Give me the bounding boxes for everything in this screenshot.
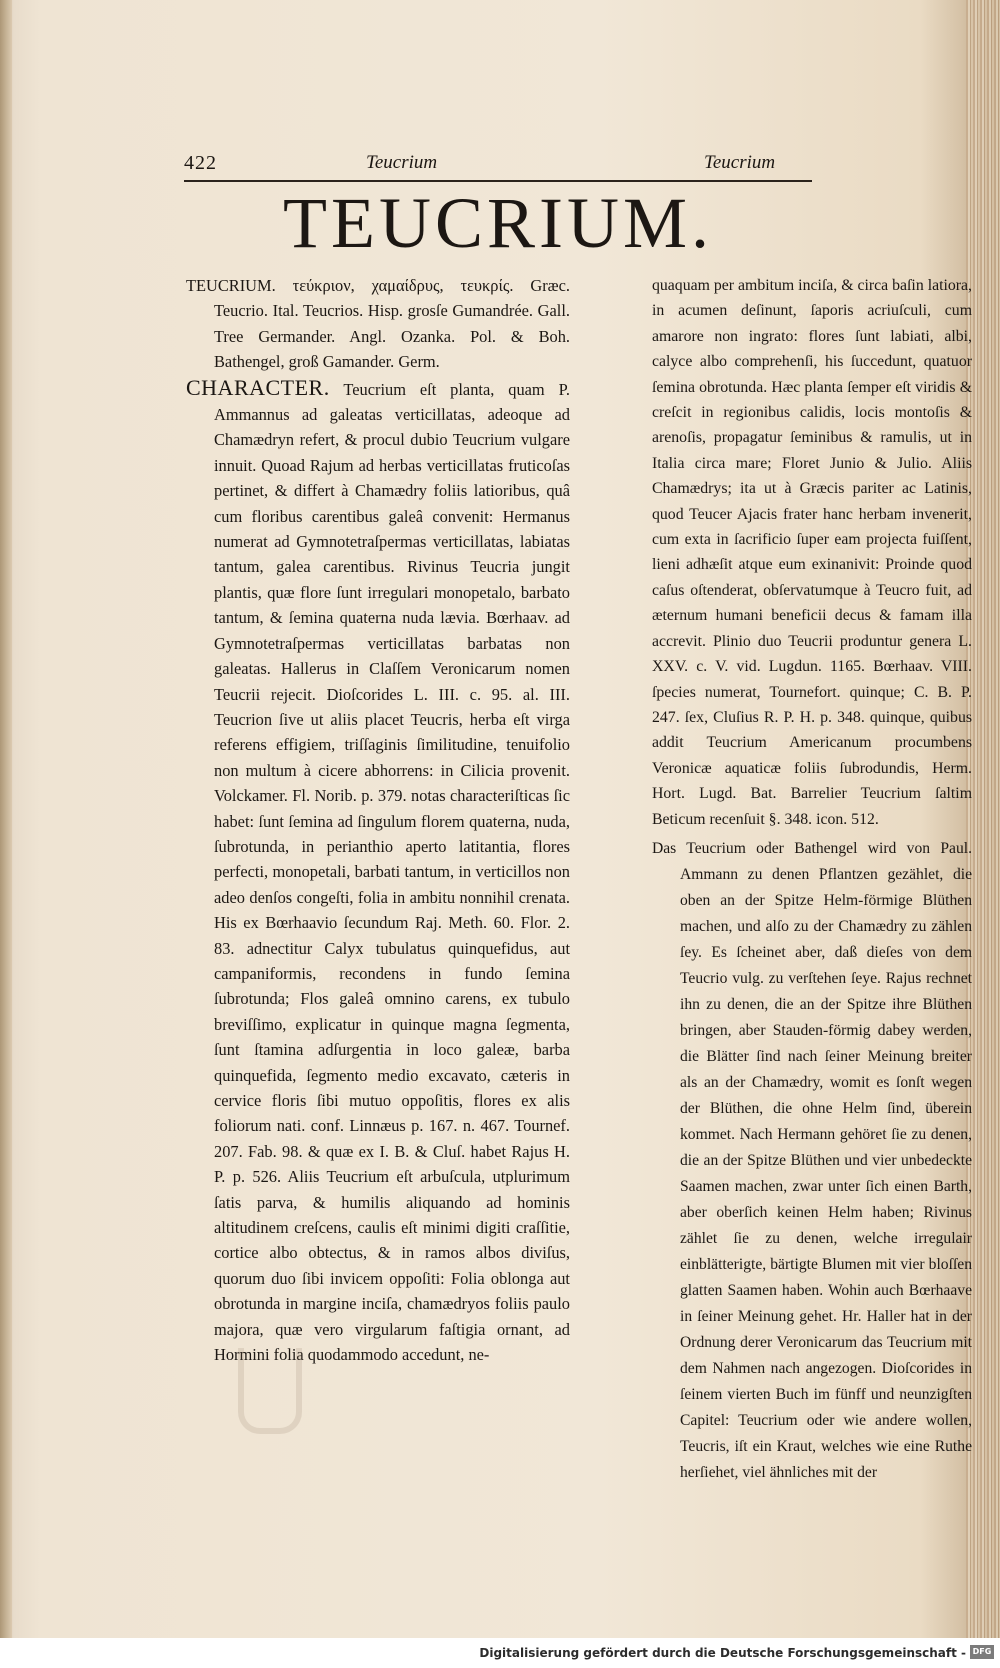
- page-number: 422: [184, 152, 217, 174]
- right-column: [652, 273, 972, 1486]
- character-heading: CHARACTER.: [186, 374, 330, 400]
- german-paragraph: Das Teucrium oder Bathengel wird von Paul. Ammann zu denen Pflantzen gezählet, die oben an der Spitze Helm-förmige Blüthen machen, und alſo zu der Chamædry zu zählen ſey. Es ſcheinet aber, daß dieſes von dem Teucrio vulg. zu verſtehen ſeye. Rajus rechnet ihn zu denen, die an der Spitze ihre Blüthen bringen, aber Stauden-förmig dabey werden, die Blätter ſind nach ſeiner Meinung breiter als an der Chamædry, womit es ſonſt wegen der Blüthen, die ohne Helm ſind, überein kommet. Nach Hermann gehöret ſie zu denen, die an der Spitze Blüthen und vier unbedeckte Saamen machen, zwar unter ſich einen Barth, aber oberſich keinen Helm haben; Rivinus zählet ſie zu denen, welche irregulair einblätterigte, bärtigte Blumen mit vier bloſſen glatten Saamen haben. Wohin auch Bœrhaave in ſeiner Meinung gehet. Hr. Haller hat in der Ordnung derer Veronicarum das Teucrium mit dem Nahmen nach angezogen. Dioſcorides in ſeinem vierten Buch im fünff und neunzigſten Capitel: Teucrium oder wie andere wollen, Teucris, iſt ein Kraut, welches wie eine Ruthe herſiehet, viel ähnliches mit der: [652, 839, 972, 1481]
- header-rule: [184, 180, 812, 182]
- page-header: [184, 152, 812, 178]
- left-column: [186, 273, 570, 1367]
- running-head-left: Teucrium: [366, 152, 438, 173]
- entry-synonyms-paragraph: TEUCRIUM. τεύκριον, χαμαίδρυς, τευκρίς. Græc. Teucrio. Ital. Teucrios. Hisp. grosſe Gumandrée. Gall. Tree Germander. Angl. Ozanka. Pol. & Boh. Bathengel, groß Gamander. Germ.: [186, 276, 570, 372]
- show-through-mark: [238, 1348, 302, 1434]
- character-paragraph: [186, 375, 570, 1368]
- running-head-right: Teucrium: [704, 152, 776, 173]
- book-gutter: [0, 0, 12, 1638]
- funding-credit: Digitalisierung gefördert durch die Deutsche Forschungsgemeinschaft -: [479, 1646, 966, 1660]
- dfg-logo-icon: DFG: [970, 1645, 994, 1659]
- entry-title: TEUCRIUM.: [283, 183, 713, 263]
- latin-continuation-paragraph: quaquam per ambitum inciſa, & circa baſin latiora, in acumen deſinunt, ſaporis acriuſculi, cum amarore non ingrato: flores ſunt labiati, albi, calyce albo comprehenſi, his ſuccedunt, quatuor ſemina obrotunda. Hæc planta ſemper eſt viridis & creſcit in regionibus calidis, locis montoſis & arenoſis, propagatur ſeminibus & ramulis, ut in Italia circa mare; Floret Junio & Julio. Aliis Chamædrys; ita ut à Græcis pariter ac Latinis, quod Teucer Ajacis frater hanc herbam invenerit, cum exta in ſacrificio ſuper eam projecta fuiſſent, lieni adhæſit atque eum exinanivit: Proinde quod caſus oſtenderat, obſervatumque à Teucro fuit, ad æternum humani beneficii decus & famam illa accrevit. Plinio duo Teucrii produntur genera L. XXV. c. V. vid. Lugdun. 1165. Bœrhaav. VIII. ſpecies numerat, Tournefort. quinque; C. B. P. 247. ſex, Cluſius R. P. H. p. 348. quinque, quibus addit Teucrium Americanum procumbens Veronicæ aquaticæ foliis ſubrodundis, Herm. Hort. Lugd. Bat. Barrelier Teucrium ſaltim Beticum recenſuit §. 348. icon. 512.: [652, 277, 972, 828]
- digitization-footer: [0, 1638, 1000, 1668]
- character-text: Teucrium eſt planta, quam P. Ammannus ad galeatas verticillatas, adeoque ad Chamædryn refert, & procul dubio Teucrium vulgare innuit. Quoad Rajum ad herbas verticillatas fruticoſas pertinet, & differt à Chamædry foliis latioribus, quâ cum floribus carentibus galeâ convenit: Hermanus numerat ad Gymnotetraſpermas verticillatas, labiatas tantum, galea carentibus. Rivinus Teucria jungit plantis, quæ flore ſunt irregulari monopetalo, barbato tantum, & ſemina quaterna nuda lævia. Bœrhaav. ad Gymnotetraſpermas verticillatas barbatas non galeatas. Hallerus in Claſſem Veronicarum nomen Teucrii rejecit. Dioſcorides L. III. c. 95. al. III. Teucrion ſive ut aliis placet Teucris, herba eſt virga referens effigiem, triſſaginis ſimilitudine, tenuifolio non multum à cicere abhorrens: in Cilicia provenit. Volckamer. Fl. Norib. p. 379. notas characteriſticas ſic habet: ſunt ſemina ad ſingulum florem quaterna, nuda, ſubrotunda, in perianthio aperto latitantia, flores perfecti, monopetali, barbati tantum, in verticillos non adeo denſos congeſti, folia in ambitu nonnihil crenata. His ex Bœrhaavio ſecundum Raj. Meth. 60. Flor. 2. 83. adnectitur Calyx tubulatus quinquefidus, aut campaniformis, recondens in fundo ſemina ſubrotunda; Flos galeâ omnino carens, ex tubulo breviſſimo, explicatur in quinque magna ſegmenta, ſunt ſtamina adſurgentia in loco galeæ, barba quinquefida, ſegmento medio excavato, cæteris in cervice floris ſibi mutuo oppoſitis, flores ex alis foliorum nati. conf. Linnæus p. 167. n. 467. Tournef. 207. Fab. 98. & quæ ex I. B. & Cluſ. habet Rajus H. P. p. 526. Aliis Teucrium eſt arbuſcula, utplurimum ſatis parva, & humilis aliquando ad hominis altitudinem creſcens, caulis eſt minimi digiti craſſitie, cortice albo obtectus, & in ramos albos diviſus, quorum duo ſibi invicem oppoſiti: Folia oblonga aut obrotunda in margine inciſa, chamædryos foliis paulo majora, quæ vero virgularum faſtigia ornant, ad Hormini folia quodammodo accedunt, ne-: [214, 379, 570, 1365]
